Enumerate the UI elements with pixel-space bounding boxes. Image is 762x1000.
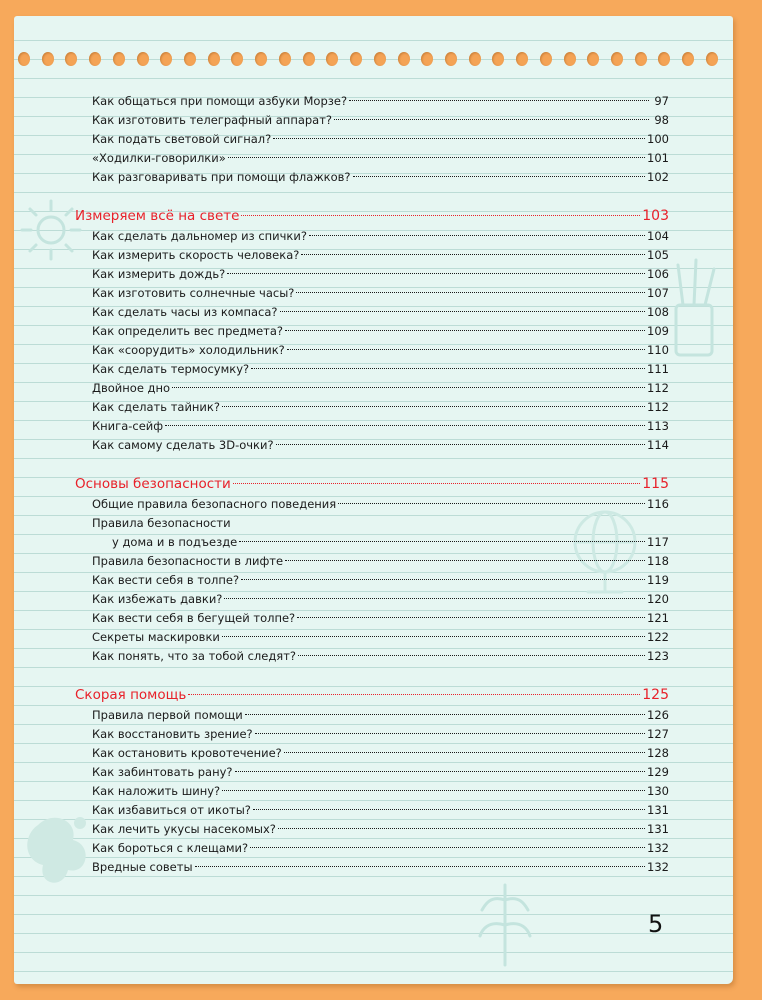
- toc-entry: [75, 552, 669, 571]
- entry-page-number: 128: [647, 746, 669, 760]
- entry-page-number: 105: [647, 248, 669, 262]
- dot-leader: [222, 406, 645, 407]
- entry-title: Как сделать термосумку?: [92, 362, 250, 376]
- toc-entry: [75, 227, 669, 246]
- dot-leader: [273, 138, 645, 139]
- binder-hole: [231, 52, 243, 66]
- toc-entry: [75, 495, 669, 514]
- binder-hole: [18, 52, 30, 66]
- binder-hole: [540, 52, 552, 66]
- toc-entry: [75, 436, 669, 455]
- toc-entry: [75, 265, 669, 284]
- entry-page-number: 104: [647, 229, 669, 243]
- dot-leader: [284, 752, 645, 753]
- binder-hole: [350, 52, 362, 66]
- pencil-cup-doodle-icon: [668, 255, 723, 365]
- binder-hole: [303, 52, 315, 66]
- binder-hole: [137, 52, 149, 66]
- dot-leader: [287, 349, 645, 350]
- entry-page-number: 113: [647, 419, 669, 433]
- dot-leader: [239, 541, 645, 542]
- dot-leader: [195, 866, 646, 867]
- entry-page-number: 106: [647, 267, 669, 281]
- toc-entry: [75, 130, 669, 149]
- toc-entry: [75, 590, 669, 609]
- toc-entry: [75, 322, 669, 341]
- binder-hole: [469, 52, 481, 66]
- entry-page-number: 102: [647, 170, 669, 184]
- plant-doodle-icon: [470, 870, 540, 970]
- dot-leader: [233, 483, 640, 484]
- dot-leader: [309, 235, 645, 236]
- dot-leader: [235, 771, 646, 772]
- dot-leader: [251, 368, 645, 369]
- entry-title: Как избавиться от икоты?: [92, 803, 251, 817]
- entry-page-number: 97: [654, 94, 669, 108]
- entry-page-number: 131: [647, 822, 669, 836]
- entry-title: Как лечить укусы насекомых?: [92, 822, 276, 836]
- entry-page-number: 122: [647, 630, 669, 644]
- entry-title: Как самому сделать 3D-очки?: [92, 438, 274, 452]
- toc-entry: [75, 609, 669, 628]
- entry-page-number: 129: [647, 765, 669, 779]
- binder-hole: [184, 52, 196, 66]
- entry-page-number: 108: [647, 305, 669, 319]
- entry-title: Двойное дно: [92, 381, 171, 395]
- dot-leader: [227, 273, 645, 274]
- binder-hole: [421, 52, 433, 66]
- binder-hole: [65, 52, 77, 66]
- dot-leader: [338, 503, 645, 504]
- entry-title: Вредные советы: [92, 860, 193, 874]
- binder-hole: [160, 52, 172, 66]
- toc-entry: [75, 341, 669, 360]
- binder-hole: [587, 52, 599, 66]
- toc-entry: [75, 168, 669, 187]
- dot-leader: [245, 714, 645, 715]
- entry-page-number: 100: [647, 132, 669, 146]
- toc-entry: [75, 858, 669, 877]
- entry-page-number: 130: [647, 784, 669, 798]
- toc-entry: [75, 303, 669, 322]
- binder-hole: [326, 52, 338, 66]
- dot-leader: [280, 311, 646, 312]
- entry-title: Общие правила безопасного поведения: [92, 497, 337, 511]
- group-spacer: [75, 666, 669, 685]
- dot-leader: [241, 579, 645, 580]
- dot-leader: [285, 330, 645, 331]
- toc-entry: [75, 246, 669, 265]
- section-heading: [75, 474, 669, 495]
- entry-page-number: 132: [647, 860, 669, 874]
- dot-leader: [301, 254, 645, 255]
- entry-title: Как измерить дождь?: [92, 267, 226, 281]
- toc-entry: [75, 782, 669, 801]
- group-spacer: [75, 455, 669, 474]
- binder-hole: [374, 52, 386, 66]
- binder-hole: [564, 52, 576, 66]
- entry-page-number: 101: [647, 151, 669, 165]
- entry-title: Как изготовить солнечные часы?: [92, 286, 295, 300]
- entry-title: Как сделать тайник?: [92, 400, 220, 414]
- dot-leader: [224, 598, 645, 599]
- entry-page-number: 132: [647, 841, 669, 855]
- toc-entry: [75, 398, 669, 417]
- entry-title: Как вести себя в бегущей толпе?: [92, 611, 296, 625]
- page-number: 5: [648, 910, 664, 938]
- toc-entry: [75, 417, 669, 436]
- binder-holes: [18, 48, 718, 70]
- entry-title: «Ходилки-говорилки»: [92, 151, 226, 165]
- entry-title: Как разговаривать при помощи флажков?: [92, 170, 351, 184]
- section-heading: [75, 685, 669, 706]
- dot-leader: [165, 425, 645, 426]
- toc-entry: [75, 92, 669, 111]
- entry-title: Книга-сейф: [92, 419, 164, 433]
- entry-page-number: 112: [647, 381, 669, 395]
- toc-entry: [75, 628, 669, 647]
- entry-title: Правила безопасности в лифте: [92, 554, 284, 568]
- binder-hole: [398, 52, 410, 66]
- entry-title: Как восстановить зрение?: [92, 727, 253, 741]
- toc-entry: [75, 111, 669, 130]
- entry-page-number: 115: [642, 476, 669, 492]
- entry-page-number: 110: [647, 343, 669, 357]
- binder-hole: [658, 52, 670, 66]
- binder-hole: [611, 52, 623, 66]
- dot-leader: [222, 790, 645, 791]
- entry-page-number: 123: [647, 649, 669, 663]
- entry-page-number: 125: [642, 687, 669, 703]
- toc-entry: [75, 533, 669, 552]
- binder-hole: [89, 52, 101, 66]
- entry-title: Как общаться при помощи азбуки Морзе?: [92, 94, 348, 108]
- entry-page-number: 107: [647, 286, 669, 300]
- entry-title: Измеряем всё на свете: [75, 208, 240, 224]
- toc-entry: [75, 820, 669, 839]
- binder-hole: [516, 52, 528, 66]
- dot-leader: [349, 100, 649, 101]
- binder-hole: [255, 52, 267, 66]
- entry-title: Правила первой помощи: [92, 708, 243, 722]
- entry-title: Как бороться с клещами?: [92, 841, 249, 855]
- toc-entry: [75, 360, 669, 379]
- binder-hole: [279, 52, 291, 66]
- entry-title: Основы безопасности: [75, 476, 231, 492]
- table-of-contents: [75, 92, 669, 877]
- entry-title: Как наложить шину?: [92, 784, 221, 798]
- binder-hole: [706, 52, 718, 66]
- toc-entry: [75, 149, 669, 168]
- dot-leader: [188, 694, 640, 695]
- binder-hole: [492, 52, 504, 66]
- entry-title: Как измерить скорость человека?: [92, 248, 300, 262]
- dot-leader: [334, 119, 649, 120]
- entry-page-number: 120: [647, 592, 669, 606]
- dot-leader: [297, 617, 645, 618]
- entry-page-number: 117: [647, 535, 669, 549]
- toc-entry: [75, 801, 669, 820]
- entry-title: Как сделать дальномер из спички?: [92, 229, 307, 243]
- toc-entry: [75, 379, 669, 398]
- entry-page-number: 121: [647, 611, 669, 625]
- toc-entry: [75, 706, 669, 725]
- dot-leader: [228, 157, 645, 158]
- dot-leader: [253, 809, 645, 810]
- entry-page-number: 126: [647, 708, 669, 722]
- toc-entry: [75, 763, 669, 782]
- entry-page-number: 119: [647, 573, 669, 587]
- entry-title: Правила безопасности: [92, 516, 231, 530]
- toc-entry: [75, 571, 669, 590]
- dot-leader: [241, 215, 640, 216]
- entry-page-number: 118: [647, 554, 669, 568]
- dot-leader: [222, 636, 645, 637]
- dot-leader: [172, 387, 645, 388]
- entry-title: Секреты маскировки: [92, 630, 220, 644]
- dot-leader: [255, 733, 645, 734]
- entry-title: Как избежать давки?: [92, 592, 223, 606]
- entry-page-number: 109: [647, 324, 669, 338]
- entry-title: у дома и в подъезде: [112, 535, 238, 549]
- dot-leader: [298, 655, 645, 656]
- entry-page-number: 103: [642, 208, 669, 224]
- binder-hole: [445, 52, 457, 66]
- entry-page-number: 131: [647, 803, 669, 817]
- dot-leader: [296, 292, 645, 293]
- entry-page-number: 112: [647, 400, 669, 414]
- toc-entry: [75, 514, 669, 533]
- entry-title: Как забинтовать рану?: [92, 765, 233, 779]
- binder-hole: [682, 52, 694, 66]
- binder-hole: [635, 52, 647, 66]
- entry-title: Скорая помощь: [75, 687, 187, 703]
- dot-leader: [276, 444, 645, 445]
- binder-hole: [113, 52, 125, 66]
- entry-title: Как «соорудить» холодильник?: [92, 343, 285, 357]
- toc-entry: [75, 744, 669, 763]
- entry-title: Как определить вес предмета?: [92, 324, 284, 338]
- toc-entry: [75, 839, 669, 858]
- dot-leader: [250, 847, 645, 848]
- entry-title: Как остановить кровотечение?: [92, 746, 282, 760]
- entry-page-number: 98: [654, 113, 669, 127]
- section-heading: [75, 206, 669, 227]
- entry-title: Как сделать часы из компаса?: [92, 305, 278, 319]
- group-spacer: [75, 187, 669, 206]
- binder-hole: [208, 52, 220, 66]
- entry-page-number: 116: [647, 497, 669, 511]
- dot-leader: [278, 828, 645, 829]
- entry-page-number: 127: [647, 727, 669, 741]
- entry-title: Как вести себя в толпе?: [92, 573, 240, 587]
- toc-entry: [75, 284, 669, 303]
- entry-title: Как изготовить телеграфный аппарат?: [92, 113, 333, 127]
- entry-title: Как подать световой сигнал?: [92, 132, 272, 146]
- entry-page-number: 111: [647, 362, 669, 376]
- dot-leader: [353, 176, 646, 177]
- dot-leader: [285, 560, 645, 561]
- toc-entry: [75, 647, 669, 666]
- binder-hole: [42, 52, 54, 66]
- entry-page-number: 114: [647, 438, 669, 452]
- entry-title: Как понять, что за тобой следят?: [92, 649, 297, 663]
- toc-entry: [75, 725, 669, 744]
